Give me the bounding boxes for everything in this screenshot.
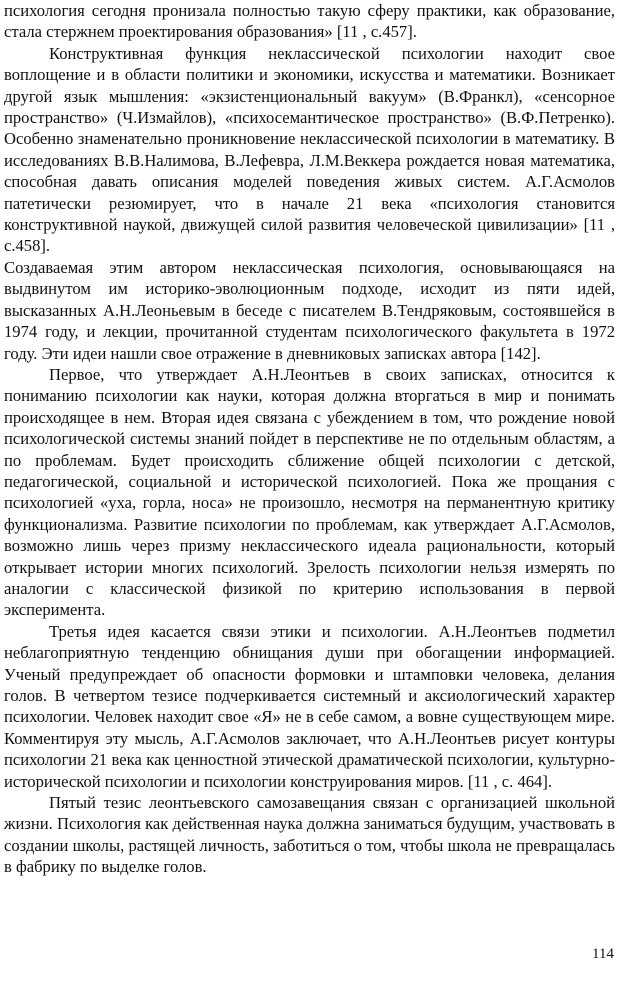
- document-page: [4, 0, 615, 878]
- paragraph-5: Третья идея касается связи этики и психологии. А.Н.Леонтьев подметил неблагоприятную тенденцию обнищания души при обогащении информацией. Ученый предупреждает об опасности формовки и штамповки человека, делания голов. В четвертом тезисе подчеркивается системный и аксиологический характер психологии. Человек находит свое «Я» не в себе самом, а вовне существующем мире. Комментируя эту мысль, А.Г.Асмолов заключает, что А.Н.Леонтьев рисует контуры психологии 21 века как ценностной этической драматической психологии, культурно-исторической психологии и психологии конструирования миров. [11 , с. 464].: [4, 621, 615, 791]
- paragraph-3: Создаваемая этим автором неклассическая психология, основывающаяся на выдвинутом им историко-эволюционным подходе, исходит из пяти идей, высказанных А.Н.Леоньевым в беседе с писателем В.Тендряковым, состоявшейся в 1974 году, и лекции, прочитанной студентам психологического факультета в 1972 году. Эти идеи нашли свое отражение в дневниковых записках автора [142].: [4, 257, 615, 363]
- paragraph-6: Пятый тезис леонтьевского самозавещания связан с организацией школьной жизни. Психология как действенная наука должна заниматься будущим, участвовать в создании школы, растящей личность, заботиться о том, чтобы школа не превращалась в фабрику по выделке голов.: [4, 793, 615, 877]
- paragraph-2: Конструктивная функция неклассической психологии находит свое воплощение и в области политики и экономики, искусства и математики. Возникает другой язык мышления: «экзистенциональный вакуум» (В.Франкл), «сенсорное пространство» (Ч.Измайлов), «психосемантическое пространство» (В.Ф.Петренко). Особенно знаменательно проникновение неклассической психологии в математику. В исследованиях В.В.Налимова, В.Лефевра, Л.М.Веккера рождается новая математика, способная давать описания моделей поведения живых систем. А.Г.Асмолов патетически резюмирует, что в начале 21 века «психология становится конструктивной наукой, движущей силой развития человеческой цивилизации» [11 , с.458].: [4, 43, 615, 256]
- page-number: 114: [592, 946, 614, 962]
- paragraph-4: Первое, что утверждает А.Н.Леонтьев в своих записках, относится к пониманию психологии как науки, которая должна вторгаться в мир и понимать происходящее в нем. Вторая идея связана с убеждением в том, что рождение новой психологической системы знаний пойдет в перспективе не по отдельным областям, а по проблемам. Будет происходить сближение общей психологии с детской, педагогической, социальной и исторической психологией. Пока же прощания с психологией «уха, горла, носа» не произошло, несмотря на перманентную критику функционализма. Развитие психологии по проблемам, как утверждает А.Г.Асмолов, возможно лишь через призму неклассического идеала рациональности, который открывает истории многих психологий. Зрелость психологии нельзя измерять по аналогии с классической физикой по критерию использования в первой эксперимента.: [4, 364, 615, 620]
- paragraph-1: психология сегодня пронизала полностью такую сферу практики, как образование, стала стержнем проектирования образования» [11 , с.457].: [4, 1, 615, 42]
